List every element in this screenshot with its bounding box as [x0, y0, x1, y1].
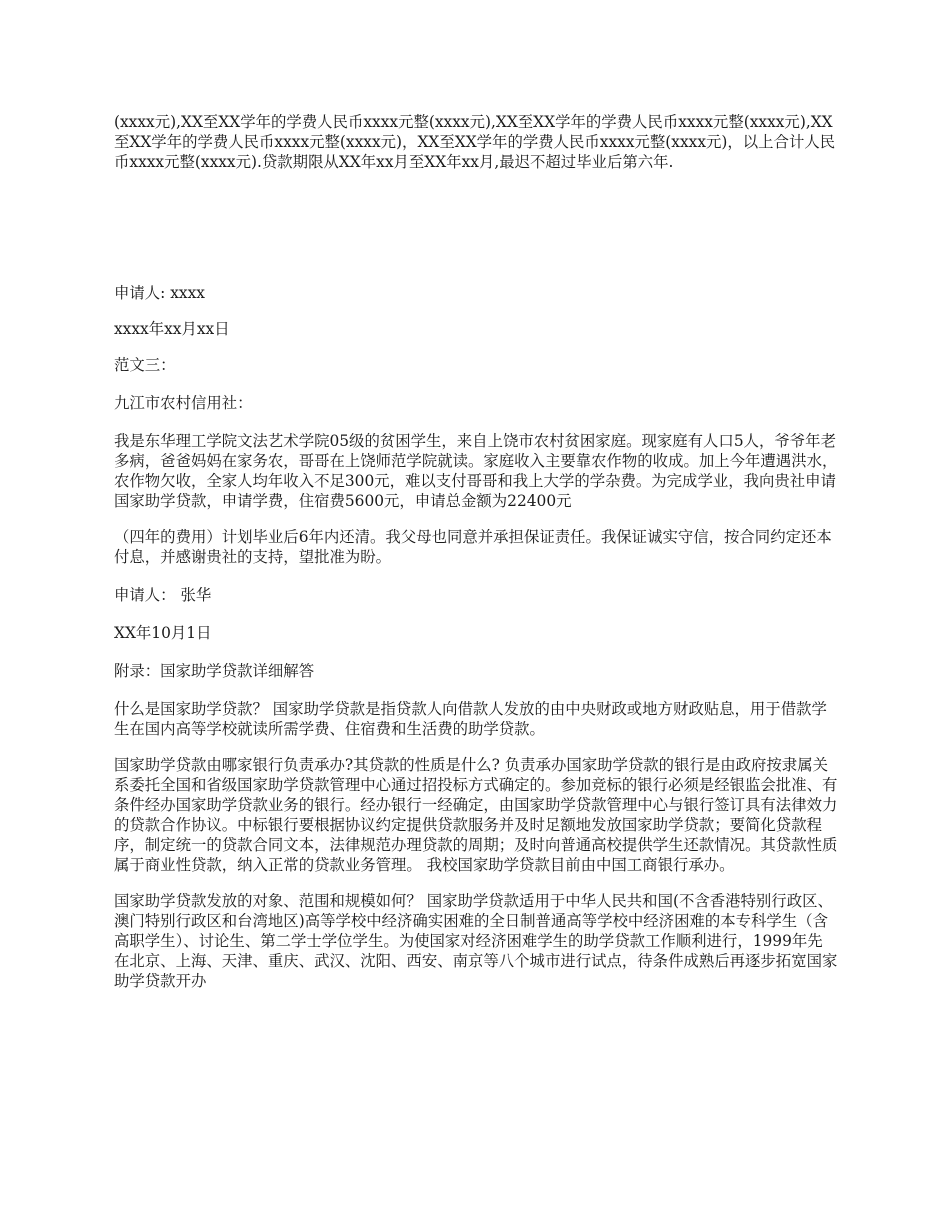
paragraph-qa-what-is-loan: 什么是国家助学贷款？ 国家助学贷款是指贷款人向借款人发放的由中央财政或地方财政贴息，用于借款学生在国内高等学校就读所需学费、住宿费和生活费的助学贷款。: [114, 700, 827, 738]
paragraph-application-body: 我是东华理工学院文法艺术学院05级的贫困学生，来自上饶市农村贫困家庭。现家庭有人口5人，爷爷年老多病，爸爸妈妈在家务农，哥哥在上饶师范学院就读。家庭收入主要靠农作物的收成。加上今年遭遇洪水，农作物欠收，全家人均年收入不足300元，难以支付哥哥和我上大学的学杂费。为完成学业，我向贵社申请国家助学贷款，申请学费，住宿费5600元，申请总金额为22400元: [114, 432, 838, 510]
sample-heading: 范文三：: [114, 356, 176, 374]
paragraph-qa-eligibility: 国家助学贷款发放的对象、范围和规模如何？ 国家助学贷款适用于中华人民共和国(不含香港特别行政区、澳门特别行政区和台湾地区)高等学校中经济确实困难的全日制普通高等学校中经济困难的本专科学生（含高职学生）、讨论生、第二学士学位学生。为使国家对经济困难学生的助学贷款工作顺利进行，1999年先在北京、上海、天津、重庆、武汉、沈阳、西安、南京等八个城市进行试点，待条件成熟后再逐步拓宽国家助学贷款开办: [114, 892, 838, 990]
applicant-line: 申请人: xxxx: [114, 284, 205, 302]
paragraph-repayment-plan: （四年的费用）计划毕业后6年内还清。我父母也同意并承担保证责任。我保证诚实守信，按合同约定还本付息，并感谢贵社的支持，望批准为盼。: [114, 528, 832, 566]
addressee-line: 九江市农村信用社：: [114, 394, 253, 412]
document-body: [114, 112, 838, 991]
signature-line: 申请人： 张华: [114, 586, 212, 604]
signature-date: XX年10月1日: [114, 624, 212, 642]
date-line: xxxx年xx月xx日: [114, 320, 230, 338]
paragraph-qa-which-bank: 国家助学贷款由哪家银行负责承办?其贷款的性质是什么? 负责承办国家助学贷款的银行是由政府按隶属关系委托全国和省级国家助学贷款管理中心通过招投标方式确定的。参加竞标的银行必须是经银监会批准、有条件经办国家助学贷款业务的银行。经办银行一经确定，由国家助学贷款管理中心与银行签订具有法律效力的贷款合作协议。中标银行要根据协议约定提供贷款服务并及时足额地发放国家助学贷款；要简化贷款程序，制定统一的贷款合同文本，法律规范办理贷款的周期；及时向普通高校提供学生还款情况。其贷款性质属于商业性贷款，纳入正常的贷款业务管理。 我校国家助学贷款目前由中国工商银行承办。: [114, 756, 838, 874]
paragraph-tuition-continuation: (xxxx元),XX至XX学年的学费人民币xxxx元整(xxxx元),XX至XX学年的学费人民币xxxx元整(xxxx元),XX至XX学年的学费人民币xxxx元整(xxxx元)，XX至XX学年的学费人民币xxxx元整(xxxx元)，以上合计人民币xxxx元整(xxxx元).贷款期限从XX年xx月至XX年xx月,最迟不超过毕业后第六年.: [114, 113, 836, 171]
blank-space: [114, 172, 838, 283]
appendix-title: 附录：国家助学贷款详细解答: [114, 662, 315, 680]
